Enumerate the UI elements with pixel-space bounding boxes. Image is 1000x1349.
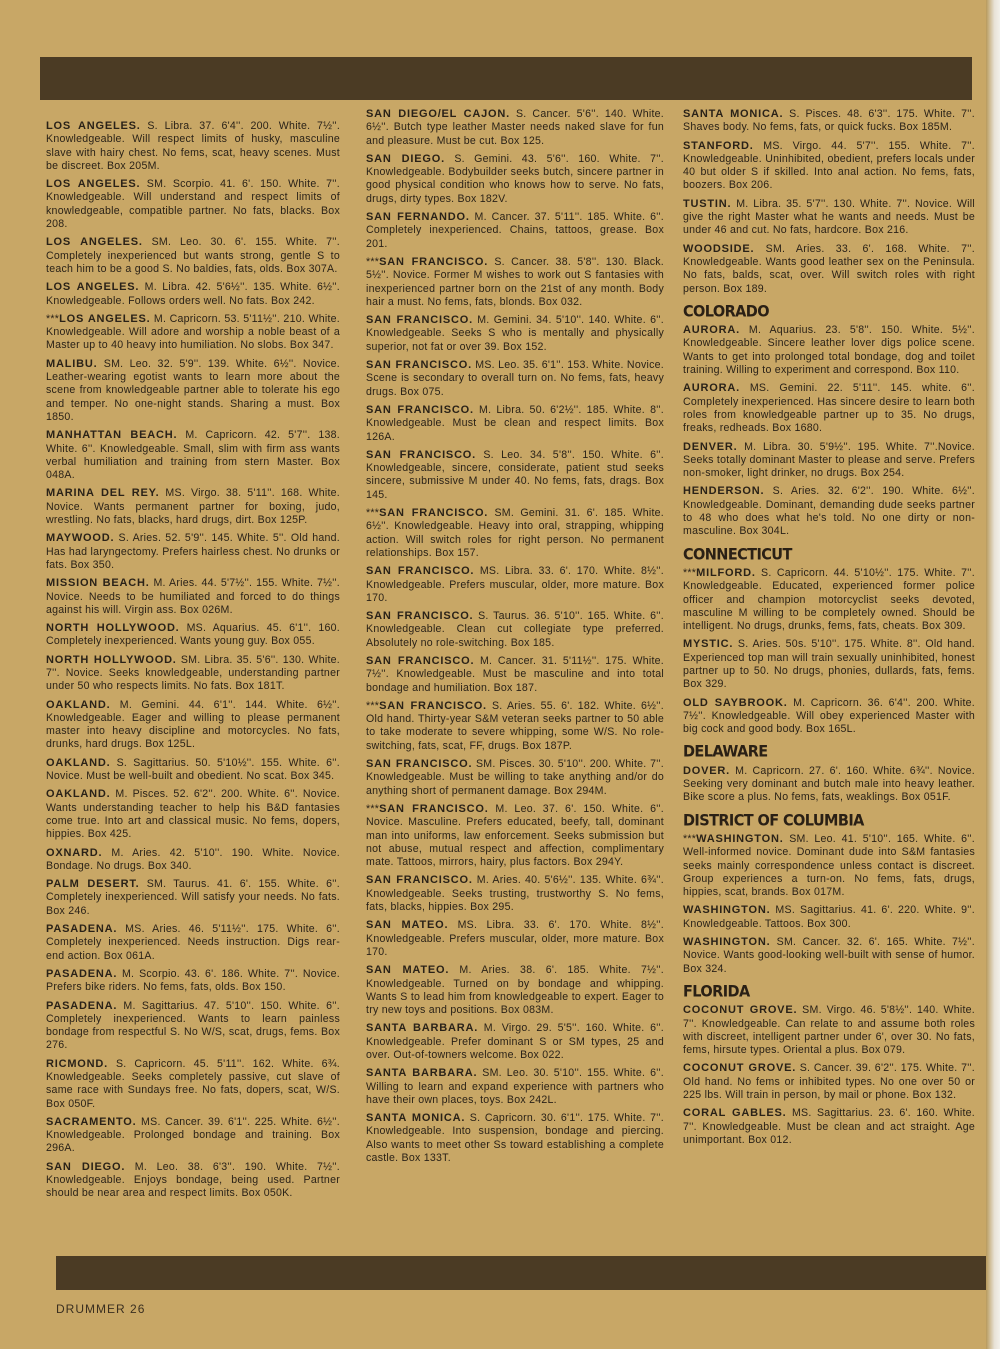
ad-city: AURORA. — [683, 382, 740, 395]
classified-ad — [46, 487, 340, 527]
page-edge-shadow — [986, 0, 1000, 1349]
ad-city: SAN FRANCISCO. — [366, 314, 473, 327]
classified-ad — [683, 243, 975, 296]
ad-city: DENVER. — [683, 440, 738, 453]
classified-ad — [683, 1062, 975, 1102]
classified-ad — [366, 964, 664, 1017]
ad-text: MS. Virgo. 38. 5'11''. 168. White. Novice. Wants permanent partner for boxing, judo, wrestling. No fats, blacks, hard drugs, dirt. Box 125P. — [46, 487, 340, 527]
ad-text: M. Capricorn. 53. 5'11½''. 210. White. Knowledgeable. Will adore and worship a noble beast of a Master up to 40 heavy into humiliation. No slobs. Box 347. — [46, 312, 340, 352]
ad-city: SAN DIEGO/EL CAJON. — [366, 108, 510, 120]
ad-text: S. Capricorn. 45. 5'11''. 162. White. 6¾. Knowledgeable. Seeks completely passive, cut slave of same race with Sundays free. No fats, dopers, scat, W/S. Box 050F. — [46, 1057, 340, 1110]
column-2 — [366, 108, 664, 1170]
classified-ad — [46, 1116, 340, 1156]
featured-marker: *** — [683, 566, 697, 579]
ad-text: SM. Libra. 35. 5'6''. 130. White. 7''. Novice. Seeks knowledgeable, understanding partner under 50 who respects limits. No fats. Box 181T. — [46, 653, 340, 693]
classified-ad — [46, 178, 340, 231]
classified-ad — [366, 507, 664, 560]
ad-city: NORTH HOLLYWOOD. — [46, 622, 180, 635]
ad-city: OLD SAYBROOK. — [683, 696, 788, 709]
ad-city: PASADENA. — [46, 999, 118, 1012]
classified-ad — [683, 485, 975, 538]
classified-ad — [366, 919, 664, 959]
classified-ad — [683, 441, 975, 481]
ad-city: SAN FRANCISCO. — [366, 403, 474, 416]
ad-city: OAKLAND. — [46, 756, 111, 769]
classified-ad — [366, 211, 664, 251]
classified-ad — [683, 904, 975, 931]
ad-city: SANTA BARBARA. — [366, 1022, 479, 1035]
ad-city: LOS ANGELES. — [46, 120, 141, 132]
ad-city: COCONUT GROVE. — [683, 1004, 798, 1017]
ad-city: MILFORD. — [696, 566, 756, 579]
classified-ad — [46, 788, 340, 841]
ad-text: MS. Sagittarius. 23. 6'. 160. White. 7''. Knowledgeable. Must be clean and act straight. Age unimportant. Box 012. — [683, 1107, 975, 1146]
ad-text: S. Taurus. 36. 5'10''. 165. White. 6''. Knowledgeable. Clean cut collegiate type preferred. Absolutely no role-switching. Box 185. — [366, 610, 664, 649]
ad-text: M. Libra. 30. 5'9½''. 195. White. 7''.Novice. Seeks totally dominant Master to please and serve. Prefers non-smoker, light drinker, no drugs. Box 254. — [683, 440, 975, 480]
ad-text: SM. Virgo. 46. 5'8½''. 140. White. 7''. Knowledgeable. Can relate to and assume both roles with discreet, intelligent partner under 6', over 30. No fats, fems, hirsute types. Oriental a plus. Box 079. — [683, 1004, 975, 1057]
classified-ad — [46, 1000, 340, 1053]
ad-text: SM. Leo. 41. 5'10''. 165. White. 6''. Well-informed novice. Dominant dude into S&M fantasies seeks mainly correspondence unless contact is discreet. Group experiences a turn-on. No fems, fats, drugs, hippies, scat, brands. Box 017M. — [683, 832, 976, 899]
ad-text: S. Pisces. 48. 6'3''. 175. White. 7''. Shaves body. No fems, fats, or quick fucks. Box 185M. — [683, 108, 975, 134]
ad-city: SAN FRANCISCO. — [366, 610, 474, 623]
ad-text: M. Aries. 38. 6'. 185. White. 7½''. Knowledgeable. Turned on by bondage and whipping. Wants S to lead him from knowledgeable to expert. Eager to try new toys and positions. Box 083M. — [366, 964, 664, 1017]
ad-text: M. Capricorn. 42. 5'7''. 138. White. 6''. Knowledgeable. Small, slim with firm ass wants verbal humiliation and training from stern Master. Box 048A. — [46, 429, 340, 482]
ad-text: SM. Leo. 30. 5'10''. 155. White. 6''. Willing to learn and expand experience with partners who have their own places, toys. Box 242L. — [366, 1067, 664, 1106]
ad-text: S. Leo. 34. 5'8''. 150. White. 6''. Knowledgeable, sincere, considerate, patient stud seeks sincere, submissive M under 40. No fems, fats, drags. Box 145. — [366, 448, 664, 501]
classified-ad — [366, 565, 664, 605]
ad-city: PASADENA. — [46, 923, 118, 936]
column-1 — [46, 120, 340, 1206]
ad-city: OAKLAND. — [46, 698, 111, 711]
classified-ad — [46, 313, 340, 353]
classified-ad — [366, 874, 664, 914]
ad-text: M. Virgo. 29. 5'5''. 160. White. 6''. Knowledgeable. Prefer dominant S or SM types, 25 and over. Out-of-towners welcome. Box 022. — [366, 1022, 664, 1061]
ad-city: SAN DIEGO. — [46, 1160, 126, 1173]
magazine-name: DRUMMER — [56, 1302, 126, 1316]
classified-ad — [683, 697, 975, 737]
ad-text: M. Gemini. 34. 5'10''. 140. White. 6''. Knowledgeable. Seeks S who is mentally and physically superior, not fat or over 39. Box 152. — [366, 314, 664, 353]
ad-city: SAN FERNANDO. — [366, 211, 470, 224]
ad-city: HENDERSON. — [683, 485, 765, 498]
classified-ad — [46, 622, 340, 649]
state-heading: DISTRICT OF COLUMBIA — [683, 811, 864, 830]
ad-city: LOS ANGELES. — [46, 178, 141, 191]
ad-city: NORTH HOLLYWOOD. — [46, 653, 177, 666]
classified-ad — [46, 120, 340, 173]
ad-text: S. Sagittarius. 50. 5'10½''. 155. White. 6''. Novice. Must be well-built and obedient. No scat. Box 345. — [46, 756, 340, 783]
ad-text: M. Aries. 40. 5'6½''. 135. White. 6¾''. Knowledgeable. Seeks trusting, trustworthy S. No fems, fats, blacks, hippies. Box 295. — [366, 874, 664, 914]
ad-text: MS. Libra. 33. 6'. 170. White. 8½''. Knowledgeable. Prefers muscular, older, more mature. Box 170. — [366, 565, 664, 604]
classified-ad — [683, 198, 975, 238]
ad-text: M. Aries. 44. 5'7½''. 155. White. 7½''. Novice. Needs to be humiliated and forced to do things against his will. Virgin ass. Box 026M. — [46, 577, 341, 616]
ad-text: S. Aries. 32. 6'2''. 190. White. 6½''. Knowledgeable. Dominant, demanding dude seeks partner to 48 who does what he's told. No one dirty or non-masculine. Box 304L. — [683, 485, 975, 538]
ad-text: S. Cancer. 39. 6'2''. 175. White. 7''. Old hand. No fems or inhibited types. No one over 50 or 225 lbs. Will train in person, by mail or phone. Box 132. — [683, 1062, 975, 1101]
classified-ad — [46, 968, 340, 995]
ad-text: SM. Aries. 33. 6'. 168. White. 7''. Knowledgeable. Wants good leather sex on the Peninsula. No fats, balds, scat, over. Will switch roles with right person. Box 189. — [683, 242, 975, 295]
ad-city: SAN FRANCISCO. — [379, 255, 489, 268]
footer-band — [56, 1256, 986, 1290]
classified-ad — [366, 314, 664, 354]
ad-city: TUSTIN. — [683, 197, 732, 210]
classified-ad — [366, 1067, 664, 1107]
ad-city: SANTA MONICA. — [366, 1112, 466, 1125]
classified-ad — [46, 699, 340, 752]
ad-text: S. Aries. 50s. 5'10''. 175. White. 8''. Old hand. Experienced top man will train sexually uninhibited, honest partner up to 50. No drugs, phonies, dullards, fats, fems. Box 329. — [683, 638, 975, 691]
ad-city: OAKLAND. — [46, 788, 111, 801]
ad-text: M. Libra. 50. 6'2½''. 185. White. 8''. Knowledgeable. Must be clean and respect limits. Box 126A. — [366, 403, 664, 443]
ad-text: S. Cancer. 38. 5'8''. 130. Black. 5½''. Novice. Former M wishes to work out S fantasies with inexperienced partner born on the 21st of any month. Body hair a must. No fems, fats, blonds. Box 032. — [366, 255, 664, 308]
ad-text: S. Cancer. 5'6''. 140. White. 6½''. Butch type leather Master needs naked slave for fun and pleasure. Must be cut. Box 125. — [366, 108, 664, 147]
ad-text: SM. Pisces. 30. 5'10''. 200. White. 7''. Knowledgeable. Must be willing to take anything and/or do anything short of permanent damage. Box 294M. — [366, 758, 664, 797]
classified-ad — [683, 833, 975, 899]
ad-city: WASHINGTON. — [683, 904, 771, 917]
ad-text: S. Aries. 55. 6'. 182. White. 6½''. Old hand. Thirty-year S&M veteran seeks partner to 50 able to take moderate to severe whipping, some W/S. No role-switching, fats, scat, FF, drugs. Box 187P. — [366, 699, 664, 752]
state-heading: FLORIDA — [683, 983, 750, 1001]
ad-text: SM. Cancer. 32. 6'. 165. White. 7½''. Novice. Wants good-looking well-built with sense of humor. Box 324. — [683, 936, 975, 975]
ad-text: SM. Taurus. 41. 6'. 155. White. 6''. Completely inexperienced. Will satisfy your needs. No fats. Box 246. — [46, 878, 340, 917]
ad-city: COCONUT GROVE. — [683, 1062, 797, 1075]
classified-ad — [683, 108, 975, 135]
classified-ad — [683, 1004, 975, 1057]
featured-marker: *** — [366, 507, 380, 520]
classified-ad — [366, 256, 664, 309]
ad-text: S. Aries. 52. 5'9''. 145. White. 5''. Old hand. Has had laryngectomy. Prefers hairless chest. No drunks or fats. Box 350. — [46, 532, 340, 571]
ad-text: M. Cancer. 31. 5'11½''. 175. White. 7½''. Knowledgeable. Must be masculine and into total bondage and humiliation. Box 187. — [366, 654, 664, 694]
classified-ad — [683, 324, 975, 377]
state-heading: DELAWARE — [683, 743, 768, 762]
classified-ad — [366, 108, 664, 148]
ad-city: SANTA MONICA. — [683, 108, 784, 120]
ad-text: M. Pisces. 52. 6'2''. 200. White. 6''. Novice. Wants understanding teacher to help his B&D fantasies come true. Into art and classical music. No fems, dopers, hippies. Box 425. — [46, 788, 340, 841]
classified-ad — [683, 1107, 975, 1147]
ad-city: MANHATTAN BEACH. — [46, 429, 178, 442]
classified-ad — [366, 1022, 664, 1062]
classified-ad — [366, 449, 664, 502]
ad-text: S. Capricorn. 30. 6'1''. 175. White. 7''. Knowledgeable. Into suspension, bondage and piercing. Also wants to meet other Ss toward establishing a complete castle. Box 133T. — [366, 1112, 664, 1165]
ad-text: MS. Aries. 46. 5'11½''. 175. White. 6''. Completely inexperienced. Needs instruction. Digs rear-end action. Box 061A. — [46, 923, 340, 962]
classified-ad — [366, 359, 664, 399]
classified-ad — [683, 382, 975, 435]
ad-city: MALIBU. — [46, 357, 98, 370]
ad-city: STANFORD. — [683, 139, 754, 152]
ad-text: MS. Sagittarius. 41. 6'. 220. White. 9''. Knowledgeable. Tattoos. Box 300. — [683, 904, 975, 930]
header-band — [40, 57, 972, 100]
ad-city: SAN FRANCISCO. — [379, 699, 487, 712]
classified-ad — [46, 1058, 340, 1111]
classified-ad — [46, 358, 340, 424]
classified-ad — [683, 140, 975, 193]
state-heading: CONNECTICUT — [683, 545, 792, 564]
ad-city: SAN MATEO. — [366, 919, 449, 932]
ad-city: LOS ANGELES. — [46, 236, 143, 249]
classified-ad — [683, 936, 975, 976]
ad-city: SAN FRANCISCO. — [379, 507, 489, 520]
ad-text: M. Aquarius. 23. 5'8''. 150. White. 5½''. Knowledgeable. Sincere leather lover digs police scene. Wants to get into prolonged total bondage, dog and toilet training. Willing to experiment and correspond. Box 110. — [683, 324, 975, 377]
ad-city: SAN FRANCISCO. — [366, 448, 477, 461]
ad-city: SAN DIEGO. — [366, 152, 445, 165]
ad-city: WASHINGTON. — [696, 832, 784, 845]
classified-ad — [46, 654, 340, 694]
ad-text: SM. Leo. 32. 5'9''. 139. White. 6½''. Novice. Leather-wearing egotist wants to learn more about the scene from knowledgeable partner able to tolerate his ego and temper. No one-night stands. Sharing a must. Box 1850. — [46, 357, 340, 423]
featured-marker: *** — [366, 802, 380, 815]
ad-text: M. Sagittarius. 47. 5'10''. 150. White. 6''. Completely inexperienced. Wants to learn painless bondage from respectful S. No W/S, scat, drugs, fems. Box 276. — [46, 999, 340, 1052]
featured-marker: *** — [366, 699, 380, 712]
ad-city: SAN FRANCISCO. — [366, 758, 473, 771]
ad-text: M. Libra. 35. 5'7''. 130. White. 7''. Novice. Will give the right Master what he wants and needs. Must be under 46 and cut. No fats, hardcore. Box 216. — [683, 197, 975, 237]
ad-text: MS. Gemini. 22. 5'11''. 145. white. 6''. Completely inexperienced. Has sincere desire to learn both roles from knowledgeable partner up to 35. No drugs, freaks, redheads. Box 1680. — [683, 382, 975, 435]
featured-marker: *** — [683, 832, 697, 845]
classified-ad — [366, 153, 664, 206]
classified-ad — [46, 577, 340, 617]
ad-city: MARINA DEL REY. — [46, 487, 160, 500]
ad-city: SAN FRANCISCO. — [366, 874, 473, 887]
ad-text: MS. Leo. 35. 6'1''. 153. White. Novice. Scene is secondary to overall turn on. No fems, fats, heavy drugs. Box 075. — [366, 359, 664, 398]
ad-text: M. Aries. 42. 5'10''. 190. White. Novice. Bondage. No drugs. Box 340. — [46, 846, 340, 872]
classified-ad — [46, 923, 340, 963]
ad-city: PASADENA. — [46, 967, 118, 980]
ad-city: MYSTIC. — [683, 638, 734, 651]
ad-text: S. Capricorn. 44. 5'10½''. 175. White. 7''. Knowledgeable. Educated, experienced former police officer and champion motorcyclist seeks devoted, masculine M willing to be completely owned. Should be intelligent. No drugs, drunks, fems, fats, cheats. Box 309. — [683, 566, 975, 633]
ad-text: SM. Leo. 30. 6'. 155. White. 7''. Completely inexperienced but wants strong, gentle S to teach him to be a good S. No baldies, fats, olds. Box 307A. — [46, 236, 341, 275]
ad-city: MISSION BEACH. — [46, 577, 150, 590]
ad-city: RICMOND. — [46, 1057, 109, 1070]
ad-city: WASHINGTON. — [683, 936, 771, 949]
ad-city: WOODSIDE. — [683, 242, 755, 255]
page-footer — [56, 1302, 145, 1316]
classified-ad — [683, 638, 975, 691]
classified-ad — [46, 236, 340, 276]
classified-ad — [46, 878, 340, 918]
ad-text: M. Capricorn. 36. 6'4''. 200. White. 7½''. Knowledgeable. Will obey experienced Master with big cock and good body. Box 165L. — [683, 696, 975, 736]
ad-text: SM. Gemini. 31. 6'. 185. White. 6½''. Knowledgeable. Heavy into oral, strapping, whipping action. Will switch roles for right person. No permanent relationships. Box 157. — [366, 507, 664, 559]
classified-ad — [366, 803, 664, 869]
classified-ad — [366, 700, 664, 753]
ad-text: M. Libra. 42. 5'6½''. 135. White. 6½''. Knowledgeable. Follows orders well. No fats. Box 242. — [46, 281, 340, 307]
ad-city: SAN FRANCISCO. — [366, 654, 475, 667]
ad-city: SAN FRANCISCO. — [366, 359, 472, 372]
ad-city: SAN FRANCISCO. — [379, 802, 489, 815]
ad-city: SAN MATEO. — [366, 964, 450, 977]
column-3 — [683, 108, 975, 1152]
classified-ad — [366, 1112, 664, 1165]
ad-city: SAN FRANCISCO. — [366, 565, 475, 578]
classified-ad — [46, 847, 340, 874]
ad-city: CORAL GABLES. — [683, 1107, 787, 1120]
ad-city: SACRAMENTO. — [46, 1115, 137, 1128]
ad-text: MS. Libra. 33. 6'. 170. White. 8½''. Knowledgeable. Prefers muscular, older, more mature. Box 170. — [366, 919, 665, 958]
ad-text: M. Capricorn. 27. 6'. 160. White. 6¾''. Novice. Seeking very dominant and butch male into heavy leather. Bike score a plus. No fems, fats, weaklings. Box 051F. — [683, 764, 975, 804]
classified-ad — [366, 758, 664, 798]
ad-text: MS. Virgo. 44. 5'7''. 155. White. 7''. Knowledgeable. Uninhibited, obedient, prefers locals under 40 but older S if skilled. Into anal action. No fems, fats, boozers. Box 206. — [683, 139, 975, 192]
ad-city: SANTA BARBARA. — [366, 1067, 478, 1080]
page-number: 26 — [130, 1302, 146, 1316]
state-heading: COLORADO — [683, 302, 769, 321]
classified-ad — [46, 532, 340, 572]
classified-ad — [46, 757, 340, 784]
ad-city: LOS ANGELES. — [46, 281, 140, 294]
ad-city: OXNARD. — [46, 846, 103, 859]
ad-city: LOS ANGELES. — [59, 312, 151, 325]
classified-ad — [366, 655, 664, 695]
ad-text: S. Gemini. 43. 5'6''. 160. White. 7''. Knowledgeable. Bodybuilder seeks butch, sincere partner in good physical condition who knows how to serve. No fats, drugs, dirty types. Box 182V. — [366, 152, 664, 205]
ad-text: M. Scorpio. 43. 6'. 186. White. 7''. Novice. Prefers bike riders. No fems, fats, olds. Box 150. — [46, 967, 340, 994]
ad-text: M. Gemini. 44. 6'1''. 144. White. 6½''. Knowledgeable. Eager and willing to please permanent master into heavy discipline and motorcycles. No fats, drunks, hard drugs. Box 125L. — [46, 698, 340, 751]
ad-city: DOVER. — [683, 764, 730, 777]
classified-ad — [46, 429, 340, 482]
classified-ad — [683, 567, 975, 633]
ad-text: MS. Cancer. 39. 6'1''. 225. White. 6½''. Knowledgeable. Prolonged bondage and training. Box 296A. — [46, 1115, 340, 1155]
featured-marker: *** — [366, 255, 380, 268]
classified-ad — [683, 765, 975, 805]
classified-ad — [366, 610, 664, 650]
classified-ad — [46, 1161, 340, 1201]
ad-city: AURORA. — [683, 324, 740, 337]
ad-text: SM. Scorpio. 41. 6'. 150. White. 7''. Knowledgeable. Will understand and respect limits of knowledgeable, compatible partner. No fats, blacks. Box 208. — [46, 178, 340, 231]
classified-ad — [46, 281, 340, 308]
ad-text: M. Leo. 38. 6'3''. 190. White. 7½''. Knowledgeable. Enjoys bondage, being used. Partner should be near area and respect limits. Box 050K. — [46, 1160, 340, 1200]
ad-city: MAYWOOD. — [46, 532, 115, 545]
featured-marker: *** — [46, 312, 60, 325]
ad-text: M. Cancer. 37. 5'11''. 185. White. 6''. Completely inexperienced. Chains, tattoos, grease. Box 201. — [366, 211, 664, 250]
classified-ad — [366, 404, 664, 444]
ad-text: S. Libra. 37. 6'4''. 200. White. 7½''. Knowledgeable. Will respect limits of husky, masculine slave with hairy chest. No fems, scat, heavy scenes. Must be discreet. Box 205M. — [46, 120, 341, 172]
ad-text: M. Leo. 37. 6'. 150. White. 6''. Novice. Masculine. Prefers educated, beefy, tall, dominant man into uniforms, law enforcement. Seeks submission but not abuse, mutual respect and affection, complimentary mate. Tattoos, mirrors, hairy, plus factors. Box 294Y. — [366, 802, 664, 869]
ad-city: PALM DESERT. — [46, 878, 140, 891]
ad-text: MS. Aquarius. 45. 6'1''. 160. Completely inexperienced. Wants young guy. Box 055. — [46, 622, 340, 648]
